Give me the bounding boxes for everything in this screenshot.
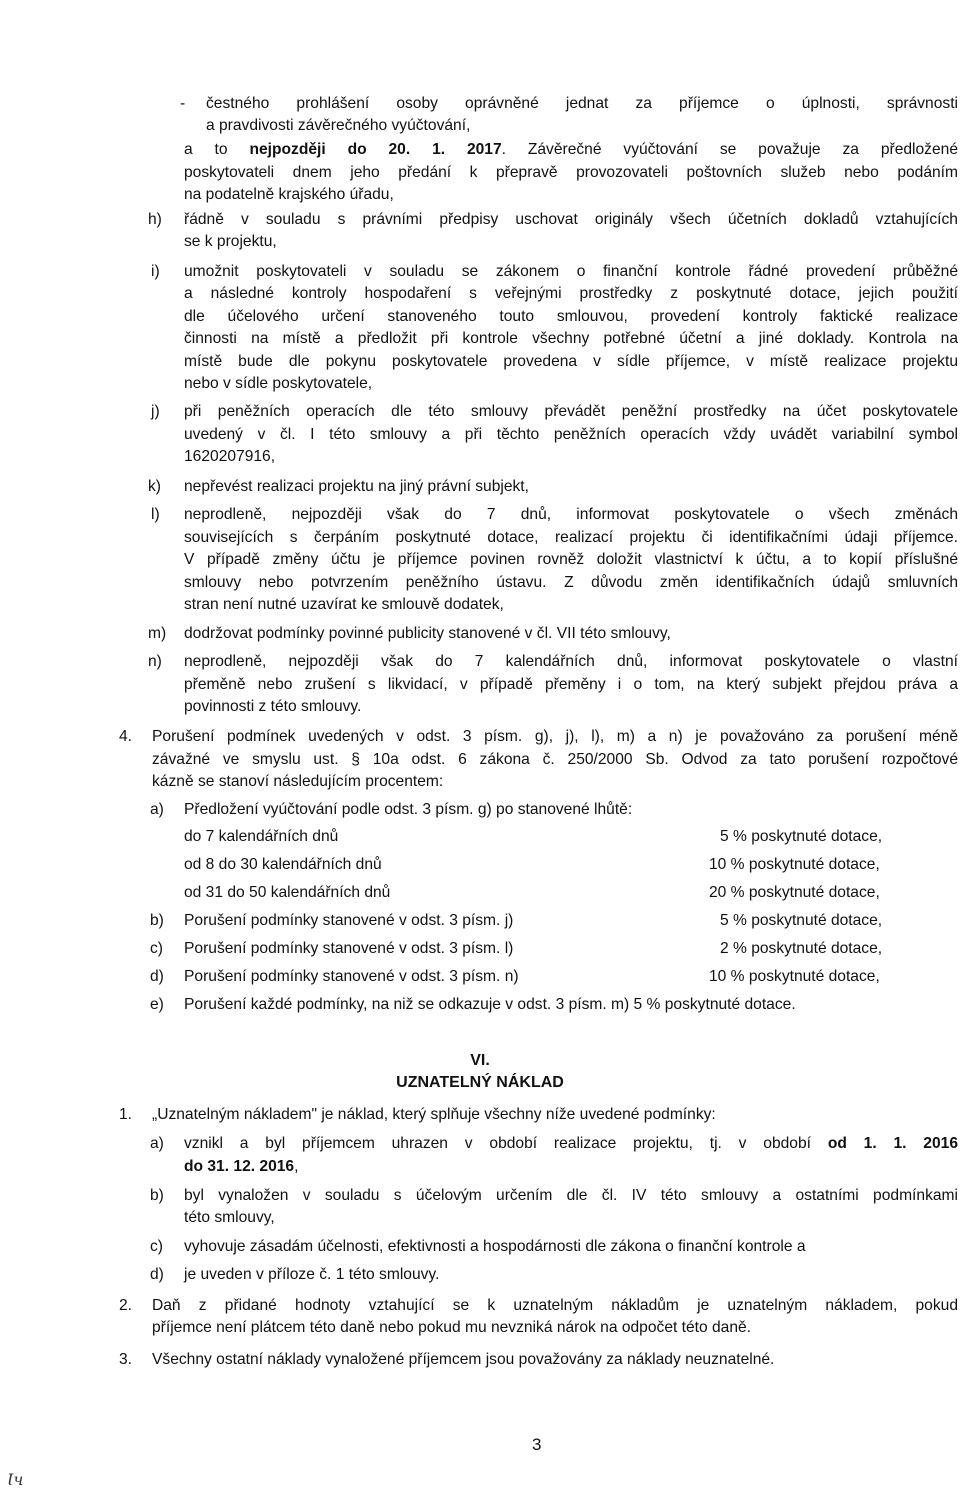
penalty-row-pct: 2 % poskytnuté dotace, <box>720 940 883 957</box>
penalty-row-pct: 10 % poskytnuté dotace, <box>709 856 880 873</box>
paragraph-line: této smlouvy, <box>184 1209 275 1226</box>
section-number-1: 1. <box>119 1106 133 1123</box>
paragraph-line: stran není nutné uzavírat ke smlouvě dodatek, <box>184 596 504 613</box>
item-label-m: m) <box>148 625 167 642</box>
penalty-row-text: Porušení každé podmínky, na niž se odkazuje v odst. 3 písm. m) 5 % poskytnuté dotace. <box>184 996 796 1013</box>
list-marker: - <box>180 95 186 112</box>
penalty-row-text: Porušení podmínky stanovené v odst. 3 písm. j) <box>184 912 514 929</box>
variable-symbol: 1620207916, <box>184 448 276 465</box>
penalty-row-text: do 7 kalendářních dnů <box>184 828 339 845</box>
paragraph-line: poskytovateli dnem jeho předání k přepravě provozovateli poštovních služeb nebo podáním <box>184 164 958 181</box>
paragraph-line: V případě změny účtu je příjemce povinen rovněž doložit vlastnictví k účtu, a to kopií příslušné <box>184 551 958 568</box>
paragraph-line: Všechny ostatní náklady vynaložené příjemcem jsou považovány za náklady neuznatelné. <box>152 1351 775 1368</box>
paragraph-line: Daň z přidané hodnoty vztahující se k uznatelným nákladům je uznatelným nákladem, pokud <box>152 1297 958 1314</box>
period-start: od 1. 1. 2016 <box>827 1135 958 1152</box>
item-label-i: i) <box>151 263 160 280</box>
item-label-c: c) <box>150 1238 163 1255</box>
penalty-row-pct: 20 % poskytnuté dotace, <box>709 884 880 901</box>
period-end: do 31. 12. 2016 <box>184 1158 295 1175</box>
deadline-line: a to nejpozději do 20. 1. 2017. Závěrečné vyúčtování se považuje za předložené <box>184 141 958 158</box>
item-label-a: a) <box>150 801 164 818</box>
section-number-3: 3. <box>119 1351 133 1368</box>
paragraph-line: Porušení podmínek uvedených v odst. 3 písm. g), j), l), m) a n) je považováno za porušení méně <box>152 728 958 745</box>
item-label-h: h) <box>148 211 162 228</box>
paragraph-line: nebo v sídle poskytovatele, <box>184 375 373 392</box>
paragraph-line: „Uznatelným nákladem" je náklad, který splňuje všechny níže uvedené podmínky: <box>152 1106 716 1123</box>
paragraph-line: řádně v souladu s právními předpisy uschovat originály všech účetních dokladů vztahujících <box>184 211 958 228</box>
paragraph-line: dodržovat podmínky povinné publicity stanovené v čl. VII této smlouvy, <box>184 625 671 642</box>
paragraph-line: příjemce není plátcem této daně nebo pokud mu nevzniká nárok na odpočet této daně. <box>152 1319 752 1336</box>
item-label-d: d) <box>150 1266 164 1283</box>
period-end-line: do 31. 12. 2016, <box>184 1158 299 1175</box>
paragraph-line: povinnosti z této smlouvy. <box>184 698 362 715</box>
item-label-j: j) <box>151 403 160 420</box>
paragraph-line: dle účelového určení stanoveného touto smlouvou, provedení kontroly faktické realizace <box>184 308 958 325</box>
handwritten-mark: Ɩч <box>7 1470 24 1489</box>
section-number-2: 2. <box>119 1297 133 1314</box>
penalty-row-pct: 5 % poskytnuté dotace, <box>720 828 883 845</box>
item-label-b: b) <box>150 1187 164 1204</box>
paragraph-line: a následné kontroly hospodaření s veřejnými prostředky z poskytnuté dotace, jejich použití <box>184 285 958 302</box>
paragraph-line: Předložení vyúčtování podle odst. 3 písm. g) po stanovené lhůtě: <box>184 801 633 818</box>
item-label-a: a) <box>150 1135 164 1152</box>
paragraph-line: při peněžních operacích dle této smlouvy převádět peněžní prostředky na účet poskytovatele <box>184 403 958 420</box>
paragraph-line: uvedený v čl. I této smlouvy a při těchto peněžních operacích vždy uvádět variabilní symbol <box>184 426 958 443</box>
period-line: vznikl a byl příjemcem uhrazen v období realizace projektu, tj. v období od 1. 1. 2016 <box>184 1135 958 1152</box>
paragraph-line: souvisejících s čerpáním poskytnuté dotace, realizací projektu či identifikačními údaji příjemce. <box>184 529 958 546</box>
section-number-4: 4. <box>119 728 133 745</box>
paragraph-line: činnosti na místě a předložit při kontrole všechny potřebné účetní a jiné doklady. Kontrola na <box>184 330 958 347</box>
paragraph-line: nepřevést realizaci projektu na jiný právní subjekt, <box>184 478 529 495</box>
page-number: 3 <box>532 1435 542 1454</box>
paragraph-line: se k projektu, <box>184 233 277 250</box>
penalty-row-text: od 8 do 30 kalendářních dnů <box>184 856 382 873</box>
paragraph-line: závažné ve smyslu ust. § 10a odst. 6 zákona č. 250/2000 Sb. Odvod za tato porušení rozpočtové <box>152 751 958 768</box>
paragraph-line: čestného prohlášení osoby oprávněné jednat za příjemce o úplnosti, správnosti <box>206 95 958 112</box>
penalty-row-text: Porušení podmínky stanovené v odst. 3 písm. l) <box>184 940 514 957</box>
item-label-l: l) <box>151 506 160 523</box>
paragraph-line: na podatelně krajského úřadu, <box>184 186 394 203</box>
item-label-c: c) <box>150 940 163 957</box>
paragraph-line: smlouvy nebo potvrzením peněžního ústavu. Z důvodu změn identifikačních údajů smluvních <box>184 574 958 591</box>
paragraph-line: přeměně nebo zrušení s likvidací, v případě přeměny i o tom, na který subjekt přejdou práva a <box>184 676 958 693</box>
penalty-row-pct: 10 % poskytnuté dotace, <box>709 968 880 985</box>
section-heading-title: UZNATELNÝ NÁKLAD <box>396 1074 564 1091</box>
item-label-e: e) <box>150 996 164 1013</box>
paragraph-line: a pravdivosti závěrečného vyúčtování, <box>206 117 471 134</box>
item-label-d: d) <box>150 968 164 985</box>
penalty-row-text: Porušení podmínky stanovené v odst. 3 písm. n) <box>184 968 519 985</box>
paragraph-line: neprodleně, nejpozději však do 7 dnů, informovat poskytovatele o všech změnách <box>184 506 958 523</box>
paragraph-line: byl vynaložen v souladu s účelovým určením dle čl. IV této smlouvy a ostatními podmínkami <box>184 1187 958 1204</box>
paragraph-line: vyhovuje zásadám účelnosti, efektivnosti a hospodárnosti dle zákona o finanční kontrole a <box>184 1238 806 1255</box>
item-label-b: b) <box>150 912 164 929</box>
penalty-row-pct: 5 % poskytnuté dotace, <box>720 912 883 929</box>
paragraph-line: místě bude dle pokynu poskytovatele provedena v sídle příjemce, v místě realizace projektu <box>184 353 958 370</box>
penalty-row-text: od 31 do 50 kalendářních dnů <box>184 884 391 901</box>
paragraph-line: kázně se stanoví následujícím procentem: <box>152 773 444 790</box>
paragraph-line: umožnit poskytovateli v souladu se zákonem o finanční kontrole řádné provedení průběžné <box>184 263 958 280</box>
section-heading-number: VI. <box>470 1052 490 1069</box>
deadline-date: nejpozději do 20. 1. 2017 <box>249 141 502 158</box>
item-label-k: k) <box>148 478 161 495</box>
item-label-n: n) <box>148 653 162 670</box>
paragraph-line: je uveden v příloze č. 1 této smlouvy. <box>184 1266 440 1283</box>
paragraph-line: neprodleně, nejpozději však do 7 kalendářních dnů, informovat poskytovatele o vlastní <box>184 653 958 670</box>
